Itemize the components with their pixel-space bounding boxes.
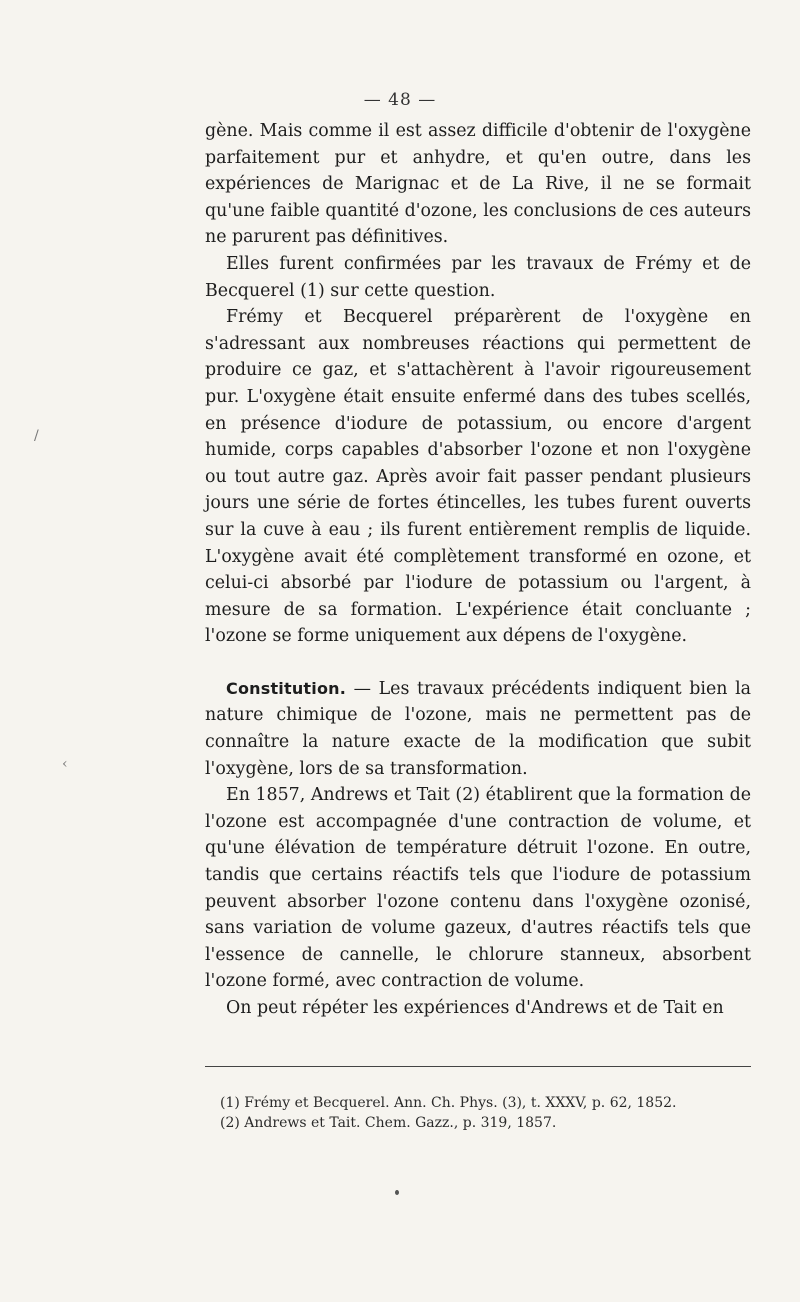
paragraph-1: gène. Mais comme il est assez difficile d'obtenir de l'oxygène parfaitement pur et anhydre, et qu'en outre, dans les expériences de Marignac et de La Rive, il ne se formait qu'une faible quantité d'ozone, les conclusions de ces auteurs ne parurent pas définitives. <box>205 121 751 248</box>
paragraph-4-text: — Les travaux précédents indiquent bien la nature chimique de l'ozone, mais ne permettent pas de connaître la nature exacte de la modification que subit l'oxygène, lors de sa transformation. <box>205 678 751 779</box>
paragraph-6: On peut répéter les expériences d'Andrews et de Tait en <box>226 998 724 1018</box>
paragraph-constitution <box>205 676 751 782</box>
margin-mark: ‹ <box>62 756 68 772</box>
margin-mark: / <box>34 428 39 444</box>
paragraph-3: Frémy et Becquerel préparèrent de l'oxygène en s'adressant aux nombreuses réactions qui permettent de produire ce gaz, et s'attachèrent à l'avoir rigoureusement pur. L'oxygène était ensuite enfermé dans des tubes scellés, en présence d'iodure de potassium, ou encore d'argent humide, corps capables d'absorber l'ozone et non l'oxygène ou tout autre gaz. Après avoir fait passer pendant plusieurs jours une série de fortes étincelles, les tubes furent ouverts sur la cuve à eau ; ils furent entièrement remplis de liquide. L'oxygène avait été complètement transformé en ozone, et celui-ci absorbé par l'iodure de potassium ou l'argent, à mesure de sa formation. L'expérience était concluante ; l'ozone se forme uniquement aux dépens de l'oxygène. <box>205 307 751 647</box>
footnote-divider <box>205 1066 751 1067</box>
body-text <box>205 118 751 1022</box>
footnotes <box>220 1093 760 1133</box>
paragraph-5: En 1857, Andrews et Tait (2) établirent que la formation de l'ozone est accompagnée d'une contraction de volume, et qu'une élévation de température détruit l'ozone. En outre, tandis que certains réactifs tels que l'iodure de potassium peuvent absorber l'ozone contenu dans l'oxygène ozonisé, sans variation de volume gazeux, d'autres réactifs tels que l'essence de cannelle, le chlorure stanneux, absorbent l'ozone formé, avec contraction de volume. <box>205 785 751 992</box>
footnote-2: (2) Andrews et Tait. Chem. Gazz., p. 319, 1857. <box>220 1115 557 1131</box>
paragraph-2: Elles furent confirmées par les travaux de Frémy et de Becquerel (1) sur cette question. <box>205 253 751 301</box>
ink-speck <box>395 1190 399 1195</box>
footnote-1: (1) Frémy et Becquerel. Ann. Ch. Phys. (3), t. XXXV, p. 62, 1852. <box>220 1095 677 1111</box>
section-heading-constitution: Constitution. <box>226 678 347 698</box>
page-number: — 48 — <box>363 90 437 110</box>
